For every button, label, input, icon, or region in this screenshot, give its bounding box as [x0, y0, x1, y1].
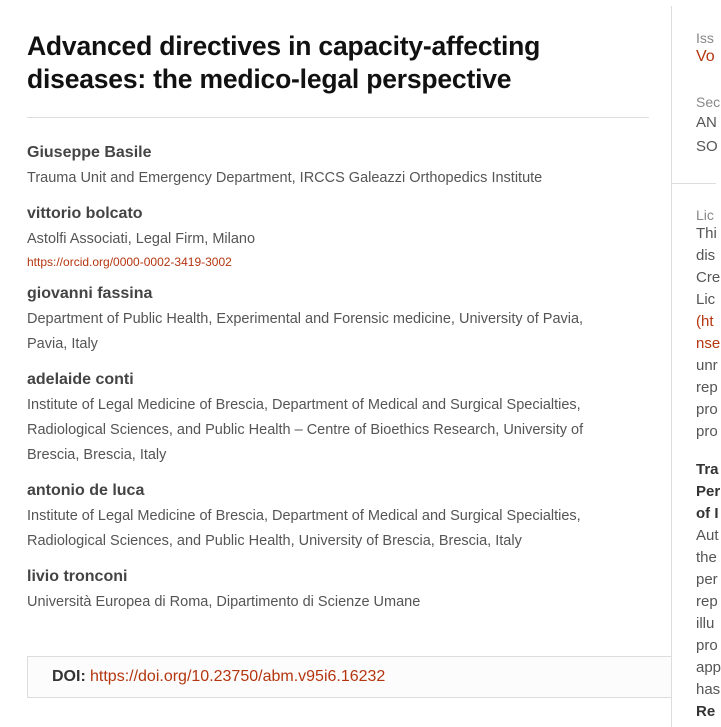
sidebar	[696, 0, 721, 727]
transfer-text: has	[696, 681, 721, 698]
license-link[interactable]: (ht	[696, 313, 714, 330]
author-affiliation: Institute of Legal Medicine of Brescia, Department of Medical and Surgical Specialties, Radiological Sciences, and Public Health – Centre of Bioethics Research, University of Brescia, Brescia, Italy	[27, 397, 584, 463]
author-entry	[27, 202, 627, 271]
doi-label: DOI:	[52, 668, 86, 685]
author-entry	[27, 282, 627, 357]
section-label: Sec	[696, 94, 721, 110]
author-name: livio tronconi	[27, 568, 128, 585]
license-text: pro	[696, 423, 718, 440]
author-name: Giuseppe Basile	[27, 144, 152, 161]
transfer-text: rep	[696, 593, 718, 610]
author-entry	[27, 565, 627, 615]
issue-label: Iss	[696, 30, 714, 46]
transfer-text: the	[696, 549, 717, 566]
license-text: rep	[696, 379, 718, 396]
author-name: antonio de luca	[27, 482, 145, 499]
doi-box	[27, 656, 671, 698]
license-label: Lic	[696, 207, 714, 223]
author-name: giovanni fassina	[27, 285, 153, 302]
license-text: unr	[696, 357, 718, 374]
author-list	[27, 141, 627, 626]
author-name: vittorio bolcato	[27, 205, 143, 222]
author-entry	[27, 141, 627, 191]
author-name: adelaide conti	[27, 371, 134, 388]
transfer-text: pro	[696, 637, 718, 654]
author-affiliation: Department of Public Health, Experimental and Forensic medicine, University of Pavia, Pavia, Italy	[27, 311, 584, 352]
author-affiliation: Trauma Unit and Emergency Department, IRCCS Galeazzi Orthopedics Institute	[27, 170, 543, 186]
transfer-heading: Tra	[696, 461, 719, 478]
title-divider	[27, 117, 649, 118]
author-entry	[27, 479, 627, 554]
license-link[interactable]: nse	[696, 335, 721, 352]
transfer-text: illu	[696, 615, 715, 632]
transfer-heading: Per	[696, 483, 721, 500]
license-text: dis	[696, 247, 716, 264]
author-affiliation: Astolfi Associati, Legal Firm, Milano	[27, 231, 256, 247]
sidebar-subheading: Re	[696, 703, 716, 720]
transfer-text: app	[696, 659, 721, 676]
section-value: AN	[696, 114, 717, 131]
transfer-text: per	[696, 571, 718, 588]
license-text: Cre	[696, 269, 721, 286]
section-value: SO	[696, 138, 718, 155]
author-affiliation: Institute of Legal Medicine of Brescia, Department of Medical and Surgical Specialties, Radiological Sciences, and Public Health, University of Brescia, Brescia, Italy	[27, 508, 581, 549]
doi-link[interactable]: https://doi.org/10.23750/abm.v95i6.16232	[90, 668, 386, 685]
article-title: Advanced directives in capacity-affecting diseases: the medico-legal perspective	[27, 31, 541, 94]
author-affiliation: Università Europea di Roma, Dipartimento di Scienze Umane	[27, 594, 421, 610]
license-text: Lic	[696, 291, 716, 308]
transfer-heading: of I	[696, 505, 719, 522]
author-entry	[27, 368, 627, 468]
issue-link[interactable]: Vo	[696, 48, 715, 65]
transfer-text: Aut	[696, 527, 719, 544]
orcid-link[interactable]: https://orcid.org/0000-0002-3419-3002	[27, 255, 232, 269]
license-text: Thi	[696, 225, 717, 242]
license-text: pro	[696, 401, 718, 418]
sidebar-divider	[671, 6, 672, 727]
